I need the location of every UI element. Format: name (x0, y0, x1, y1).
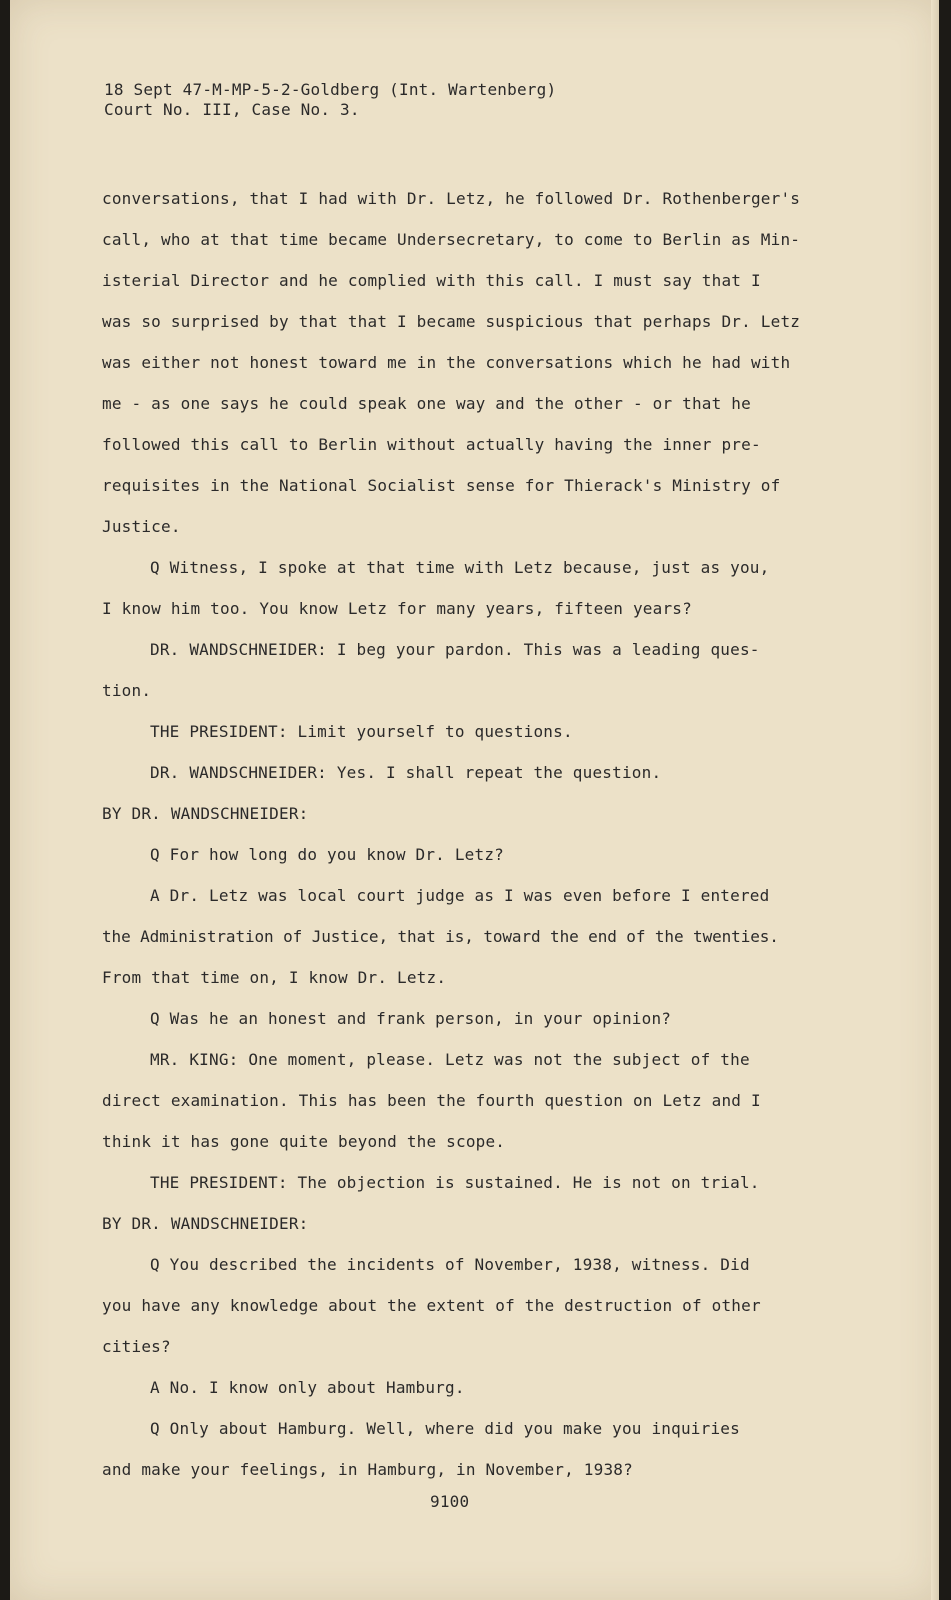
transcript-line: Justice. (102, 517, 181, 536)
transcript-line: call, who at that time became Undersecretary, to come to Berlin as Min- (102, 230, 801, 249)
transcript-line: direct examination. This has been the fourth question on Letz and I (102, 1091, 761, 1110)
transcript-line: cities? (102, 1337, 171, 1356)
speaker-line: THE PRESIDENT: The objection is sustained. He is not on trial. (150, 1173, 760, 1192)
transcript-line: you have any knowledge about the extent of the destruction of other (102, 1296, 761, 1315)
transcript-line: was so surprised by that that I became suspicious that perhaps Dr. Letz (102, 312, 801, 331)
question-line: Q Witness, I spoke at that time with Letz because, just as you, (150, 558, 770, 577)
transcript-line: think it has gone quite beyond the scope. (102, 1132, 506, 1151)
page-number: 9100 (430, 1492, 470, 1511)
header-line-date-case: 18 Sept 47-M-MP-5-2-Goldberg (Int. Wartenberg) (104, 80, 557, 99)
header-line-court: Court No. III, Case No. 3. (104, 100, 360, 119)
transcript-line: I know him too. You know Letz for many years, fifteen years? (102, 599, 692, 618)
examiner-line: BY DR. WANDSCHNEIDER: (102, 1214, 309, 1233)
transcript-line: requisites in the National Socialist sense for Thierack's Ministry of (102, 476, 781, 495)
transcript-body (102, 178, 842, 1490)
transcript-line: isterial Director and he complied with this call. I must say that I (102, 271, 761, 290)
transcript-line: conversations, that I had with Dr. Letz, he followed Dr. Rothenberger's (102, 189, 801, 208)
transcript-line: me - as one says he could speak one way and the other - or that he (102, 394, 751, 413)
transcript-line: tion. (102, 681, 152, 700)
page-header (104, 80, 556, 120)
speaker-line: MR. KING: One moment, please. Letz was not the subject of the (150, 1050, 750, 1069)
transcript-page (10, 0, 939, 1600)
answer-line: A Dr. Letz was local court judge as I was even before I entered (150, 886, 770, 905)
transcript-line: was either not honest toward me in the conversations which he had with (102, 353, 791, 372)
question-line: Q Only about Hamburg. Well, where did you make you inquiries (150, 1419, 740, 1438)
transcript-line: and make your feelings, in Hamburg, in November, 1938? (102, 1460, 633, 1479)
transcript-line: From that time on, I know Dr. Letz. (102, 968, 447, 987)
question-line: Q Was he an honest and frank person, in your opinion? (150, 1009, 672, 1028)
transcript-line: followed this call to Berlin without actually having the inner pre- (102, 435, 761, 454)
binding-edge (0, 0, 10, 1600)
examiner-line: BY DR. WANDSCHNEIDER: (102, 804, 309, 823)
speaker-line: THE PRESIDENT: Limit yourself to questions. (150, 722, 573, 741)
question-line: Q You described the incidents of November, 1938, witness. Did (150, 1255, 750, 1274)
transcript-line: the Administration of Justice, that is, toward the end of the twenties. (102, 927, 779, 946)
question-line: Q For how long do you know Dr. Letz? (150, 845, 504, 864)
answer-line: A No. I know only about Hamburg. (150, 1378, 465, 1397)
speaker-line: DR. WANDSCHNEIDER: Yes. I shall repeat the question. (150, 763, 662, 782)
speaker-line: DR. WANDSCHNEIDER: I beg your pardon. This was a leading ques- (150, 640, 760, 659)
